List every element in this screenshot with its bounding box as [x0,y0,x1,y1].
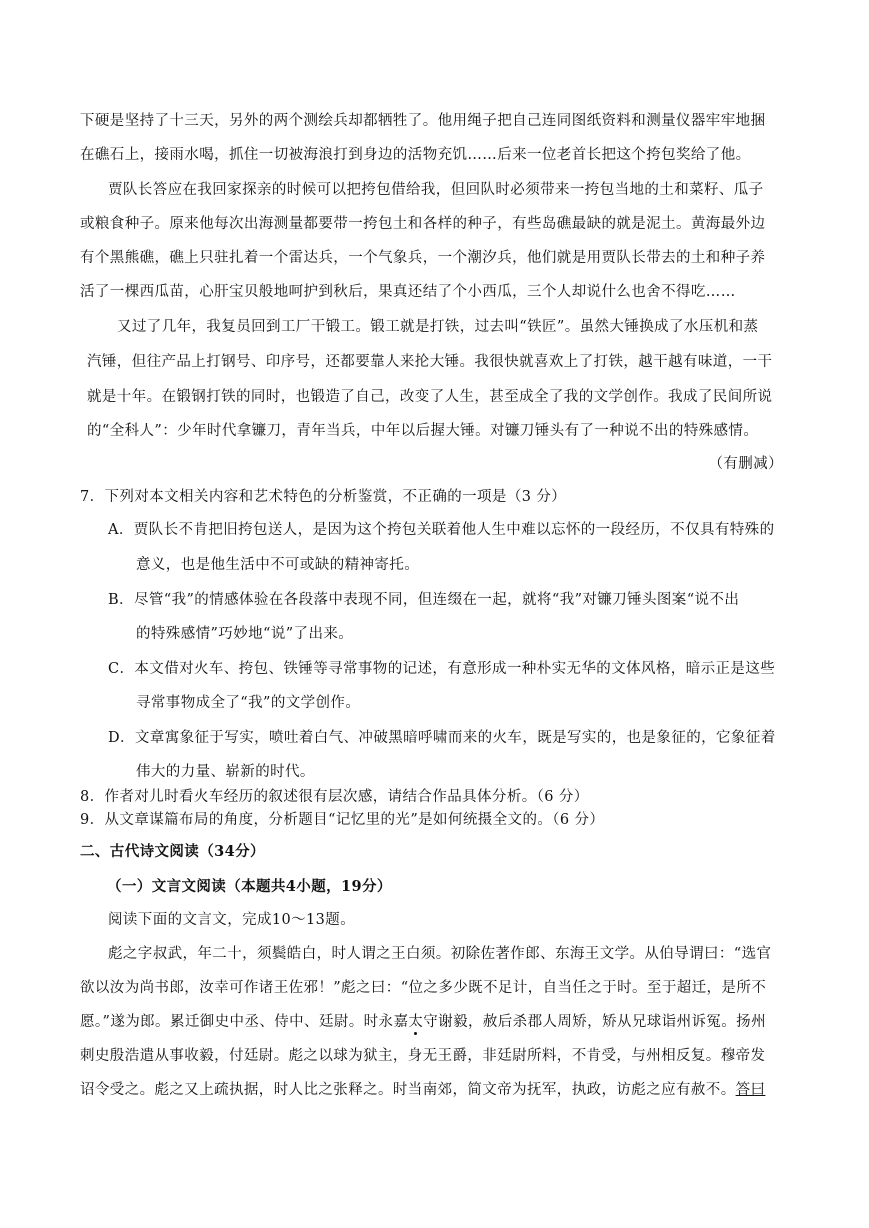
passage-line: 在礁石上，接雨水喝，抓住一切被海浪打到身边的活物充饥……后来一位老首长把这个挎包奖给了他。 [80,147,751,163]
text-segment: 诏令受之。彪之又上疏执据，时人比之张释之。时当南郊，简文帝为抚军，执政，访彪之应有赦不。 [80,1082,736,1098]
text-segment: 守谢毅，赦后杀郡人周矫，矫从兄球诣州诉冤。扬州 [423,1014,766,1030]
passage-line: 下硬是坚持了十三天，另外的两个测绘兵却都牺牲了。他用绳子把自己连同图纸资料和测量仪器牢牢地捆 [80,113,766,129]
passage-line: 汽锤，但往产品上打钢号、印序号，还都要靠人来抡大锤。我很快就喜欢上了打铁，越干越有味道，一干 [87,354,773,370]
section-title: 二、古代诗文阅读（34分） [80,843,265,860]
passage-line: 又过了几年，我复员回到工厂干锻工。锻工就是打铁，过去叫“铁匠”。虽然大锤换成了水压机和蒸 [117,319,759,335]
classical-text-line [80,1012,766,1032]
classical-text-line: 欲以汝为尚书郎，汝幸可作诸王佐邪！”彪之曰：“位之多少既不足计，自当任之于时。至于超迁，是所不 [80,980,767,996]
option-a: A．贾队长不肯把旧挎包送人，是因为这个挎包关联着他人生中难以忘怀的一段经历，不仅具有特殊的 [108,522,775,538]
source-note: （有删减） [708,456,783,472]
option-b-cont: 的特殊感情”巧妙地“说”了出来。 [136,626,354,642]
option-c: C．本文借对火车、挎包、铁锤等寻常事物的记述，有意形成一种朴实无华的文体风格，暗示正是这些 [108,661,776,677]
passage-line: 或粮食种子。原来他每次出海测量都要带一挎包土和各样的种子，有些岛礁最缺的就是泥土。黄海最外边 [80,216,766,232]
option-c-cont: 寻常事物成全了“我”的文学创作。 [136,695,361,711]
question-7-stem: 7．下列对本文相关内容和艺术特色的分析鉴赏，不正确的一项是（3 分） [80,489,567,505]
option-d: D．文章寓象征于写实，喷吐着白气、冲破黑暗呼啸而来的火车，既是写实的，也是象征的，它象征着 [108,730,776,746]
text-segment: 愿。”遂为郎。累迁御史中丞、侍中、廷尉。时永嘉 [80,1014,409,1030]
option-a-cont: 意义，也是他生活中不可或缺的精神寄托。 [136,557,420,573]
classical-text-line: 彪之字叔武，年二十，须鬓皓白，时人谓之王白须。初除佐著作郎、东海王文学。从伯导谓曰：“选官 [108,946,772,962]
option-b: B．尽管“我”的情感体验在各段落中表现不同，但连缀在一起，就将“我”对镰刀锤头图案“说不出 [108,592,740,608]
classical-text-line [80,1080,765,1100]
subsection-title: （一）文言文阅读（本题共4小题，19分） [107,878,392,895]
passage-line: 的“全科人”：少年时代拿镰刀，青年当兵，中年以后握大锤。对镰刀锤头有了一种说不出的特殊感情。 [87,423,759,439]
option-d-cont: 伟大的力量、崭新的时代。 [136,764,315,780]
passage-line: 活了一棵西瓜苗，心肝宝贝般地呵护到秋后，果真还结了个小西瓜，三个人却说什么也舍不得吃…… [80,284,736,300]
passage-line: 有个黑熊礁，礁上只驻扎着一个雷达兵，一个气象兵，一个潮汐兵，他们就是用贾队长带去的土和种子养 [80,250,766,266]
question-9: 9．从文章谋篇布局的角度，分析题目“记忆里的光”是如何统摄全文的。（6 分） [80,812,605,828]
passage-line: 就是十年。在锻钢打铁的同时，也锻造了自己，改变了人生，甚至成全了我的文学创作。我成了民间所说 [87,389,773,405]
question-8: 8．作者对儿时看火车经历的叙述很有层次感，请结合作品具体分析。（6 分） [80,789,589,805]
underlined-text: 答曰 [735,1082,766,1098]
emphasis-dot-char: 太 [408,1014,424,1030]
classical-text-line: 刺史殷浩遣从事收毅，付廷尉。彪之以球为狱主，身无王爵，非廷尉所料，不肯受，与州相反复。穆帝发 [80,1048,766,1064]
passage-line: 贾队长答应在我回家探亲的时候可以把挎包借给我，但回队时必须带来一挎包当地的土和菜籽、瓜子 [108,182,764,198]
instruction: 阅读下面的文言文，完成10～13题。 [108,912,356,928]
